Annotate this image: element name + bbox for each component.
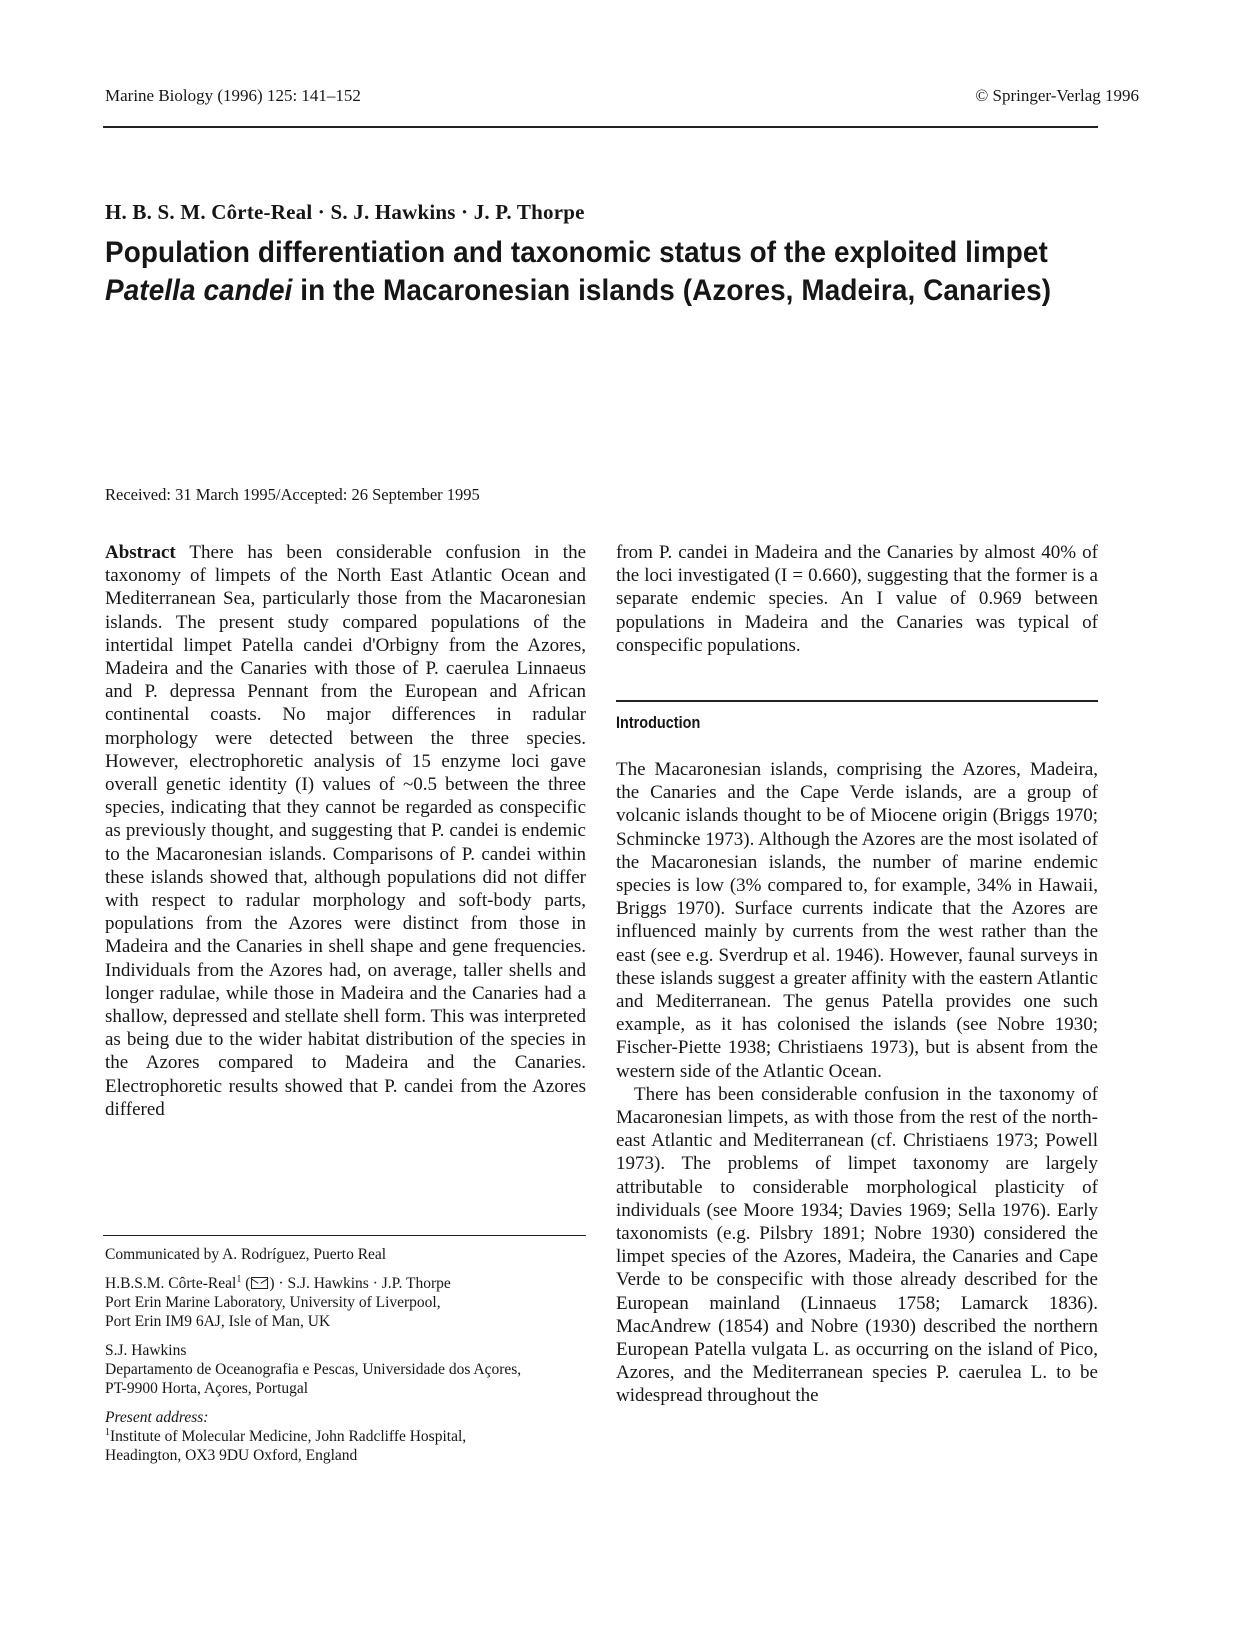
title-line-1: Population differentiation and taxonomic status of the exploited limpet [105, 236, 1048, 269]
co-authors: · S.J. Hawkins · J.P. Thorpe [278, 1275, 451, 1292]
corresponding-authors: H.B.S.M. Côrte-Real$^1$ ( ) · S.J. Hawkins · J.P. Thorpe [105, 1273, 451, 1292]
section-rule [616, 700, 1098, 702]
introduction-body [616, 758, 1098, 1408]
paper-title [105, 234, 1072, 310]
footnote-rule [103, 1235, 586, 1236]
author-list: H. B. S. M. Côrte-Real · S. J. Hawkins · J. P. Thorpe [105, 200, 585, 224]
intro-paragraph-1: The Macaronesian islands, comprising the Azores, Madeira, the Canaries and the Cape Verde islands, are a group of volcanic islands thought to be of Miocene origin (Briggs 1970; Schmincke 1973). Although the Azores are the most isolated of the Macaronesian islands, the number of marine endemic species is low (3% compared to, for example, 34% in Hawaii, Briggs 1970). Surface currents indicate that the Azores are influenced mainly by currents from the west rather than the east (see e.g. Sverdrup et al. 1946). However, faunal surveys in these islands suggest a greater affinity with the eastern Atlantic and Mediterranean. The genus Patella provides one such example, as it has colonised the islands (see Nobre 1930; Fischer-Piette 1938; Christiaens 1973), but is absent from the western side of the Atlantic Ocean. [616, 759, 1098, 1082]
affiliation-marker: 1 [105, 1426, 110, 1438]
intro-paragraph-2: There has been considerable confusion in the taxonomy of Macaronesian limpets, as with those from the rest of the north-east Atlantic and Mediterranean (cf. Christiaens 1973; Powell 1973). The problems of limpet taxonomy are largely attributable to considerable morphological plasticity of individuals (see Moore 1934; Davies 1969; Sella 1976). Early taxonomists (e.g. Pilsbry 1891; Nobre 1930) considered the limpet species of the Azores, Madeira, the Canaries and Cape Verde to be conspecific with those already described for the European mainland (Linnaeus 1758; Lamarck 1836). MacAndrew (1854) and Nobre (1930) described the northern European Patella vulgata L. as occurring on the island of Pico, Azores, and the Mediterranean species P. caerulea L. to be widespread throughout the [616, 1083, 1098, 1407]
abstract-text: There has been considerable confusion in the taxonomy of limpets of the North East Atlantic Ocean and Mediterranean Sea, particularly those from the Macaronesian islands. The present study compared populations of the intertidal limpet Patella candei d'Orbigny from the Azores, Madeira and the Canaries with those of P. caerulea Linnaeus and P. depressa Pennant from the European and African continental coasts. No major differences in radular morphology were detected between the three species. However, electrophoretic analysis of 15 enzyme loci gave overall genetic identity (I) values of ~0.5 between the three species, indicating that they cannot be regarded as conspecific as previously thought, and suggesting that P. candei is endemic to the Macaronesian islands. Comparisons of P. candei within these islands showed that, although populations did not differ with respect to radular morphology and soft-body parts, populations from the Azores were distinct from those in Madeira and the Canaries in shell shape and gene frequencies. Individuals from the Azores had, on average, taller shells and longer radulae, while those in Madeira and the Canaries had a shallow, depressed and stellate shell form. This was interpreted as being due to the wider habitat distribution of the species in the Azores compared to Madeira and the Canaries. Electrophoretic results showed that P. candei from the Azores differed [105, 542, 586, 1120]
affiliation-1-line-1: Port Erin Marine Laboratory, University of Liverpool, [105, 1294, 441, 1311]
affiliation-marker: 1 [236, 1273, 242, 1285]
copyright-notice: © Springer-Verlag 1996 [975, 86, 1139, 105]
footnotes [105, 1245, 586, 1465]
present-address-line-1 [105, 1427, 586, 1446]
received-dates: Received: 31 March 1995/Accepted: 26 September 1995 [105, 485, 480, 504]
present-address-line-2: Headington, OX3 9DU Oxford, England [105, 1447, 358, 1464]
author-corresponding: H.B.S.M. Côrte-Real [105, 1275, 237, 1292]
present-address-text: Institute of Molecular Medicine, John Radcliffe Hospital, [110, 1428, 467, 1445]
abstract-continuation [616, 541, 1098, 657]
abstract-label: Abstract [105, 542, 176, 563]
affiliation-2-line-1: Departamento de Oceanografia e Pescas, Universidade dos Açores, [105, 1361, 522, 1378]
communicated-by: Communicated by A. Rodríguez, Puerto Real [105, 1246, 387, 1263]
title-line-2 [105, 272, 1072, 310]
title-line-2-rest: in the Macaronesian islands (Azores, Madeira, Canaries) [292, 274, 1052, 307]
present-address-label: Present address: [105, 1409, 209, 1426]
envelope-icon [251, 1277, 268, 1289]
affiliation-2-line-2: PT-9900 Horta, Açores, Portugal [105, 1380, 309, 1397]
affiliation-1-line-2: Port Erin IM9 6AJ, Isle of Man, UK [105, 1313, 331, 1330]
introduction-heading: Introduction [616, 713, 701, 732]
author-hawkins: S.J. Hawkins [105, 1342, 187, 1359]
journal-citation: Marine Biology (1996) 125: 141–152 [105, 86, 361, 105]
title-species: Patella candei [105, 274, 293, 307]
header-rule [103, 126, 1098, 128]
abstract-column [105, 541, 586, 1121]
abstract-text-continued: from P. candei in Madeira and the Canaries by almost 40% of the loci investigated (I = 0.660), suggesting that the former is a separate endemic species. An I value of 0.969 between populations in Madeira and the Canaries was typical of conspecific populations. [616, 542, 1098, 656]
